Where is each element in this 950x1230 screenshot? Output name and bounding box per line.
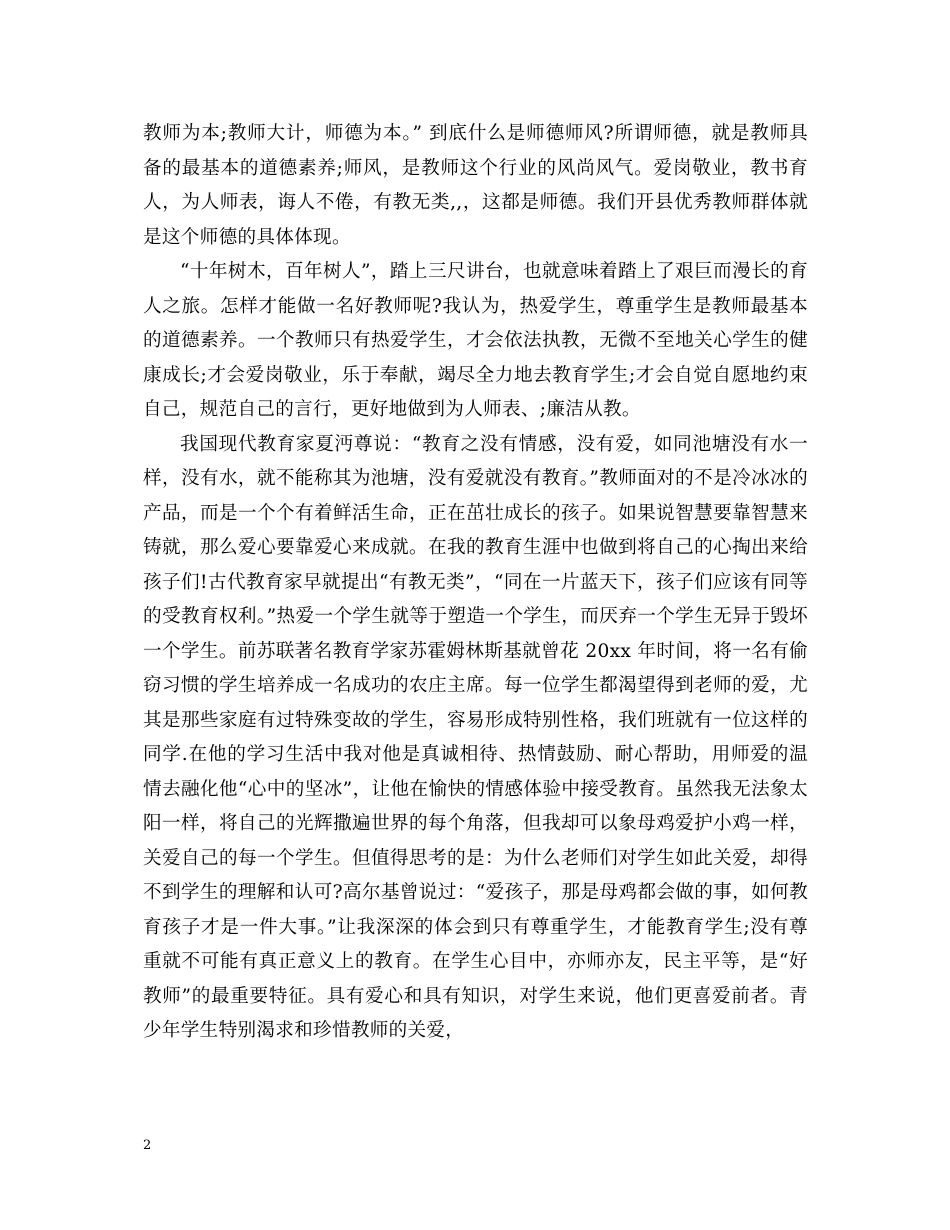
page-number: 2	[143, 1138, 152, 1153]
paragraph-2: “十年树木，百年树人”，踏上三尺讲台，也就意味着踏上了艰巨而漫长的育人之旅。怎样才能做一名好教师呢?我认为，热爱学生，尊重学生是教师最基本的道德素养。一个教师只有热爱学生，才会依法执教，无微不至地关心学生的健康成长;才会爱岗敬业，乐于奉献，竭尽全力地去教育学生;才会自觉自愿地约束自己，规范自己的言行，更好地做到为人师表、;廉洁从教。	[143, 261, 808, 420]
paragraph-1: 教师为本;教师大计，师德为本。” 到底什么是师德师风?所谓师德，就是教师具备的最基本的道德素养;师风，是教师这个行业的风尚风气。爱岗敬业，教书育人，为人师表，诲人不倦，有教无类,,，这都是师德。我们开县优秀教师群体就是这个师德的具体体现。	[143, 123, 808, 248]
paragraph-3: 我国现代教育家夏沔尊说：“教育之没有情感，没有爱，如同池塘没有水一样，没有水，就不能称其为池塘，没有爱就没有教育。”教师面对的不是冷冰冰的产品，而是一个个有着鲜活生命，正在茁壮成长的孩子。如果说智慧要靠智慧来铸就，那么爱心要靠爱心来成就。在我的教育生涯中也做到将自己的心掏出来给孩子们!古代教育家早就提出“有教无类”，“同在一片蓝天下，孩子们应该有同等的受教育权利。”热爱一个学生就等于塑造一个学生，而厌弃一个学生无异于毁坏一个学生。前苏联著名教育学家苏霍姆林斯基就曾花 20xx 年时间，将一名有偷窃习惯的学生培养成一名成功的农庄主席。每一位学生都渴望得到老师的爱，尤其是那些家庭有过特殊变故的学生，容易形成特别性格，我们班就有一位这样的同学.在他的学习生活中我对他是真诚相待、热情鼓励、耐心帮助，用师爱的温情去融化他“心中的坚冰”，让他在愉快的情感体验中接受教育。虽然我无法象太阳一样，将自己的光辉撒遍世界的每个角落，但我却可以象母鸡爱护小鸡一样，关爱自己的每一个学生。但值得思考的是：为什么老师们对学生如此关爱，却得不到学生的理解和认可?高尔基曾说过：“爱孩子，那是母鸡都会做的事，如何教育孩子才是一件大事。”让我深深的体会到只有尊重学生，才能教育学生;没有尊重就不可能有真正意义上的教育。在学生心目中，亦师亦友，民主平等，是“好教师”的最重要特征。具有爱心和具有知识，对学生来说，他们更喜爱前者。青少年学生特别渴求和珍惜教师的关爱，	[143, 433, 808, 1041]
body-text	[143, 117, 808, 1049]
